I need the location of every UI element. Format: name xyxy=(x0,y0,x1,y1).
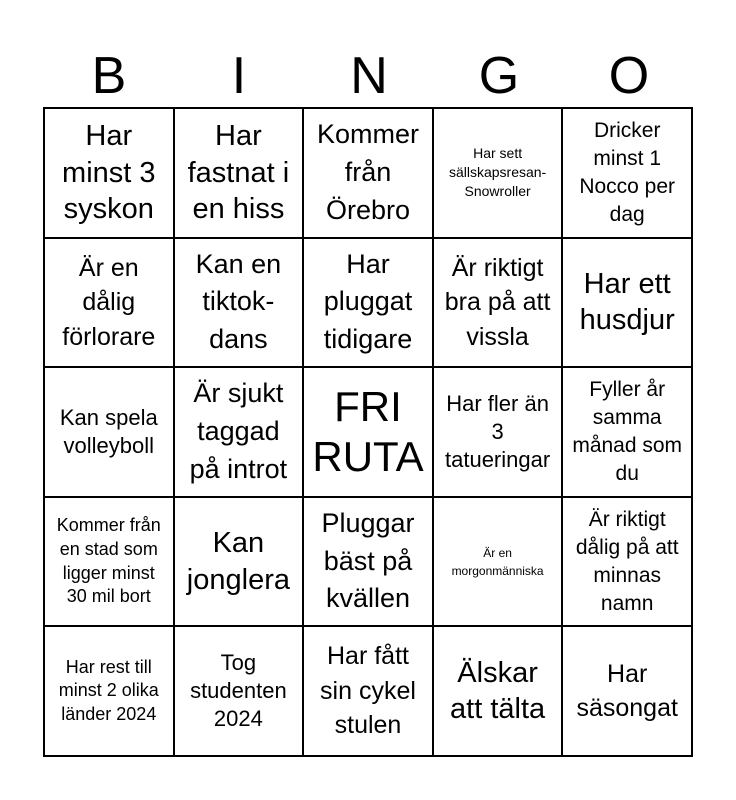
header-letter-n: N xyxy=(350,47,388,105)
cell-text: Kommer från en stad som ligger minst 30 mil bort xyxy=(56,515,161,607)
cell-text: Har fastnat i en hiss xyxy=(187,120,290,225)
bingo-cell-r0-c0[interactable] xyxy=(44,108,174,238)
bingo-cell-r0-c1[interactable] xyxy=(174,108,304,238)
cell-text: Kommer från Örebro xyxy=(316,119,419,225)
bingo-cell-r1-c0[interactable] xyxy=(44,238,174,368)
free-space-text: FRI RUTA xyxy=(312,382,424,480)
cell-text: Kan jonglera xyxy=(186,527,290,596)
cell-text: Har minst 3 syskon xyxy=(62,120,156,225)
header-letter-i: I xyxy=(231,47,247,105)
cell-text: Har fått sin cykel stulen xyxy=(320,642,416,740)
bingo-cell-r1-c3[interactable] xyxy=(433,238,563,368)
cell-text: Dricker minst 1 Nocco per dag xyxy=(579,118,676,226)
bingo-cell-r2-c4[interactable] xyxy=(562,367,692,497)
header-letter-b: B xyxy=(91,47,127,105)
bingo-cell-r0-c3[interactable] xyxy=(433,108,563,238)
bingo-cell-r1-c1[interactable] xyxy=(174,238,304,368)
bingo-header xyxy=(44,46,694,106)
cell-text: Tog studenten 2024 xyxy=(190,650,287,732)
bingo-cell-r3-c1[interactable] xyxy=(174,497,304,627)
bingo-cell-r3-c2[interactable] xyxy=(303,497,433,627)
cell-text: Kan en tiktok- dans xyxy=(195,248,282,355)
cell-text: Har pluggat tidigare xyxy=(323,248,413,355)
bingo-cell-r4-c4[interactable] xyxy=(562,626,692,756)
cell-text: Älskar att tälta xyxy=(450,656,546,726)
bingo-cell-r4-c2[interactable] xyxy=(303,626,433,756)
bingo-cell-r1-c2[interactable] xyxy=(303,238,433,368)
bingo-cell-r3-c0[interactable] xyxy=(44,497,174,627)
cell-text: Är en morgonmänniska xyxy=(451,545,544,578)
cell-text: Kan spela volleyboll xyxy=(59,405,158,458)
cell-text: Är riktigt bra på att vissla xyxy=(444,253,551,351)
header-letter-o: O xyxy=(608,47,650,105)
header-letter-g: G xyxy=(478,47,520,105)
bingo-cell-r0-c4[interactable] xyxy=(562,108,692,238)
bingo-cell-r2-c0[interactable] xyxy=(44,367,174,497)
bingo-cell-r2-c1[interactable] xyxy=(174,367,304,497)
bingo-cell-r4-c1[interactable] xyxy=(174,626,304,756)
bingo-cell-r3-c3[interactable] xyxy=(433,497,563,627)
bingo-cell-r3-c4[interactable] xyxy=(562,497,692,627)
cell-text: Pluggar bäst på kvällen xyxy=(321,507,415,614)
bingo-cell-r4-c3[interactable] xyxy=(433,626,563,756)
cell-text: Har ett husdjur xyxy=(579,268,675,337)
cell-text: Har säsongat xyxy=(576,659,678,723)
bingo-cell-r4-c0[interactable] xyxy=(44,626,174,756)
bingo-cell-r2-c3[interactable] xyxy=(433,367,563,497)
bingo-grid xyxy=(43,107,693,757)
cell-text: Fyller år samma månad som du xyxy=(572,378,683,485)
bingo-cell-r0-c2[interactable] xyxy=(303,108,433,238)
cell-text: Är en dålig förlorare xyxy=(62,253,156,351)
cell-text: Är riktigt dålig på att minnas namn xyxy=(575,507,679,615)
cell-text: Har rest till minst 2 olika länder 2024 xyxy=(58,656,159,725)
bingo-cell-r1-c4[interactable] xyxy=(562,238,692,368)
cell-text: Har fler än 3 tatueringar xyxy=(445,391,551,472)
bingo-cell-r2-c2-free[interactable] xyxy=(303,367,433,497)
cell-text: Är sjukt taggad på introt xyxy=(189,378,288,484)
cell-text: Har sett sällskapsresan- Snowroller xyxy=(448,145,547,200)
